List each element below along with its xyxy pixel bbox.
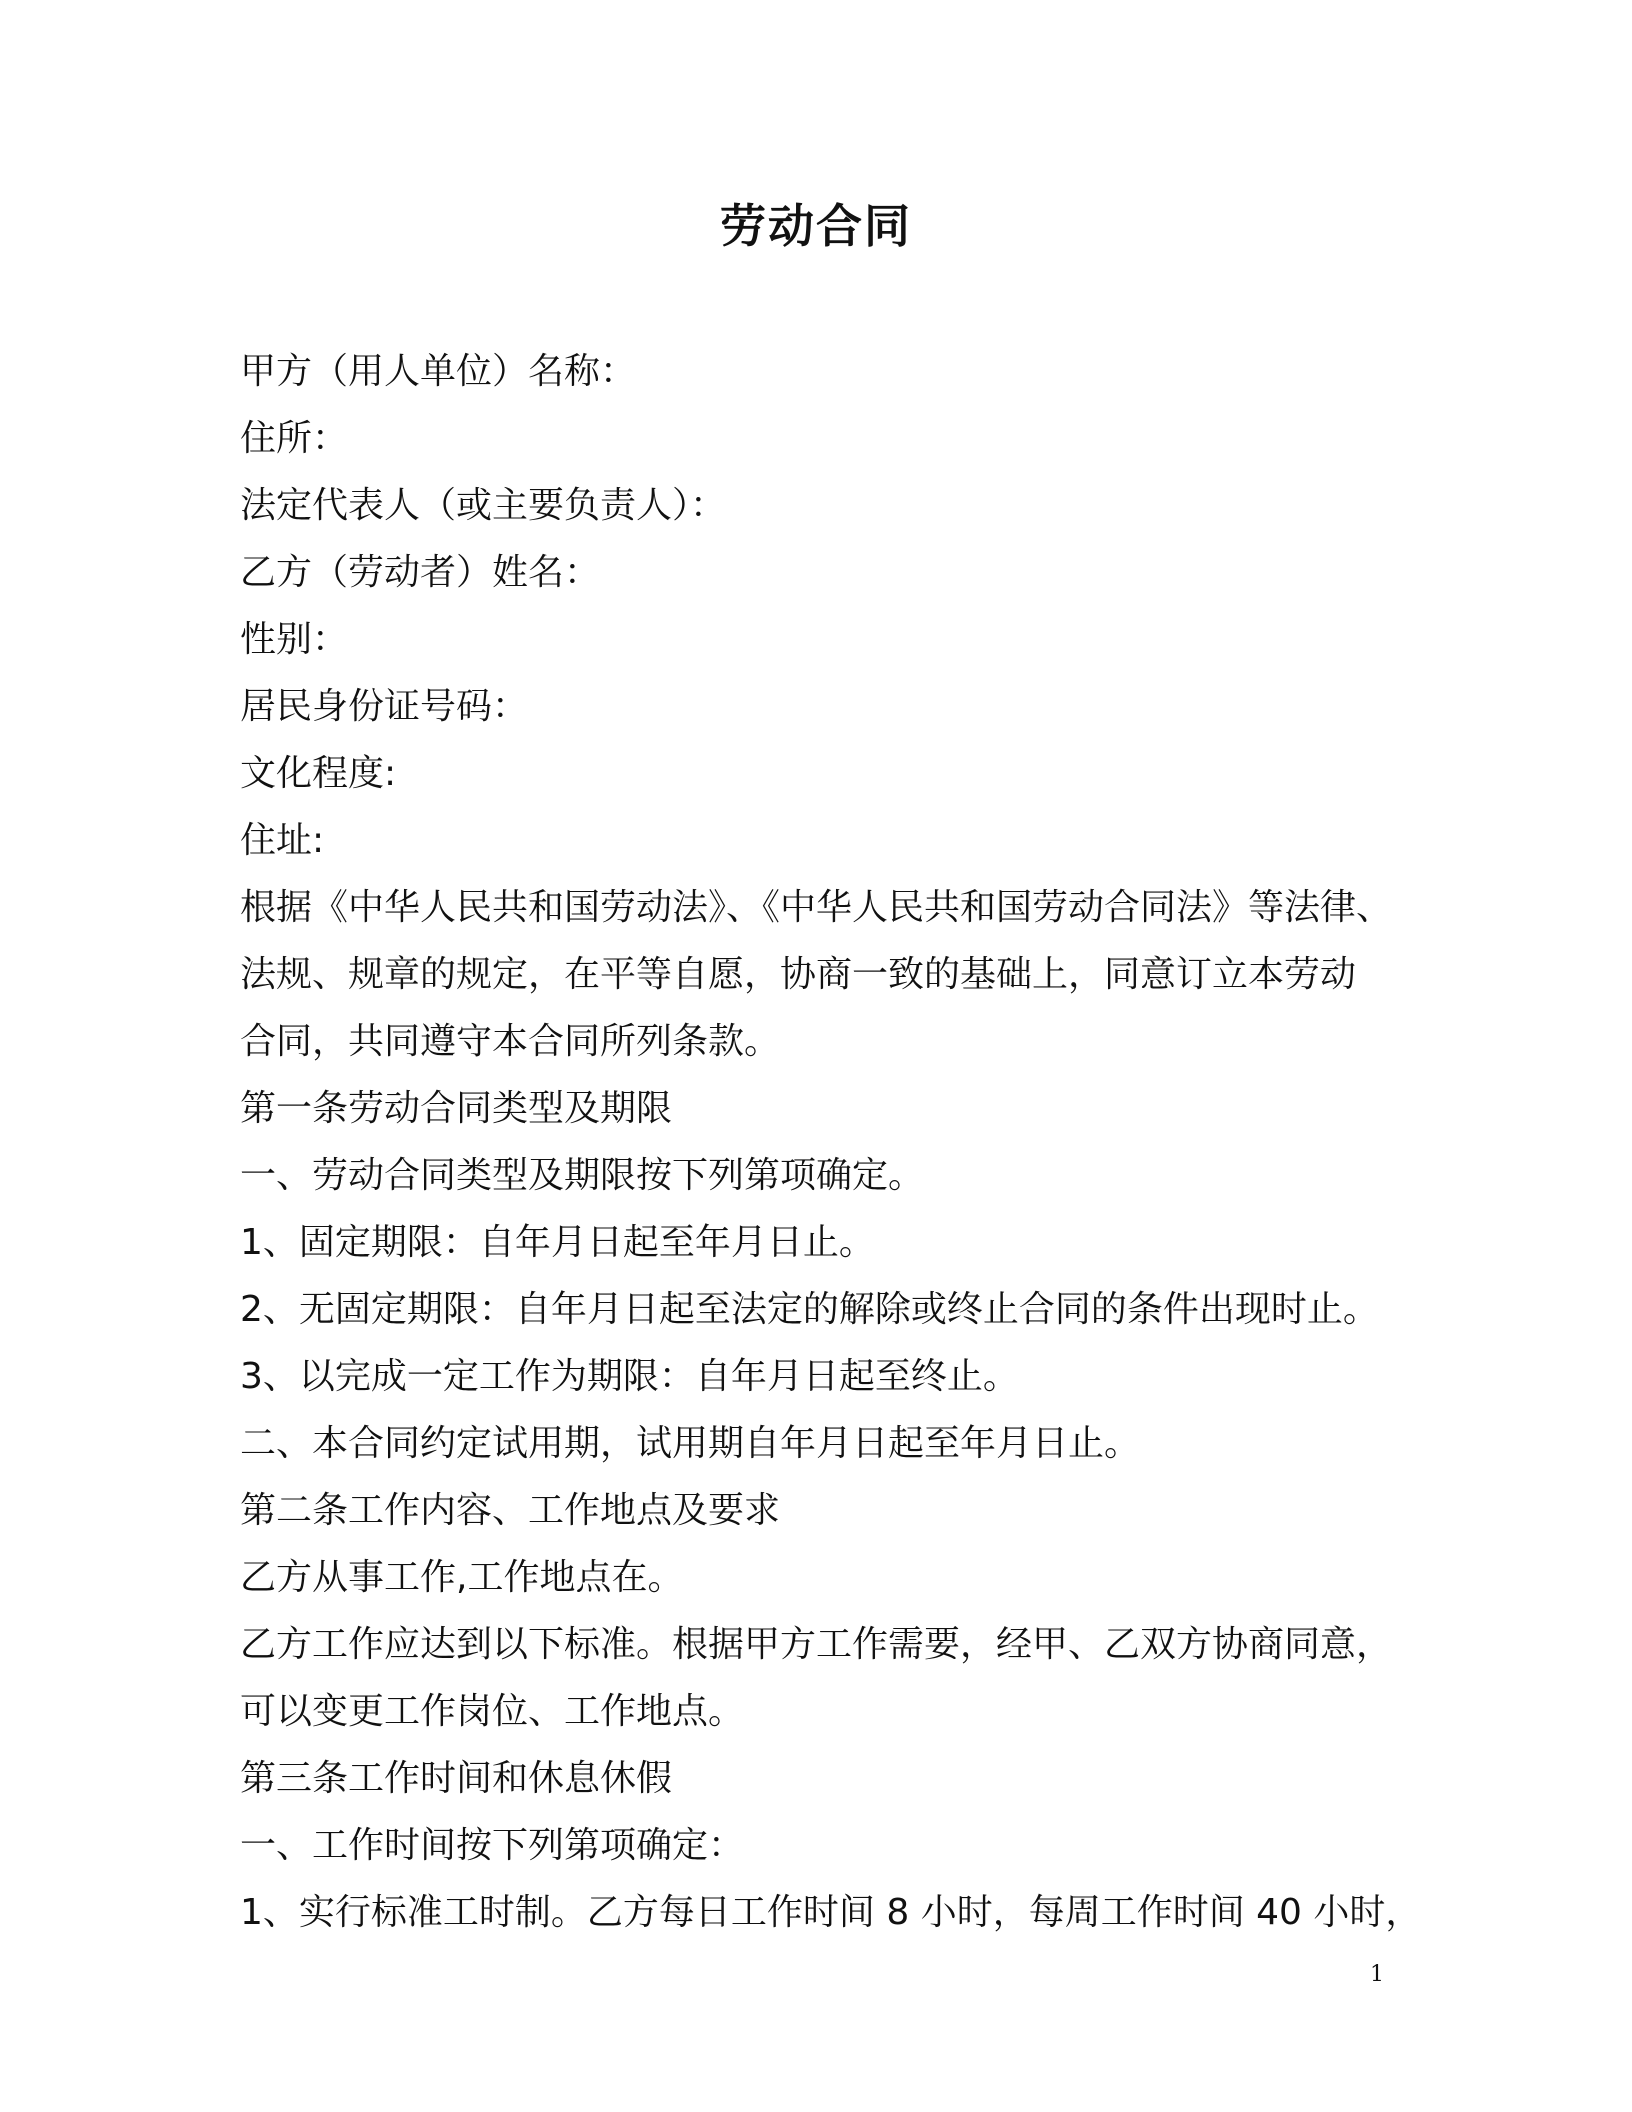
clause-line: 一、工作时间按下列第项确定： — [240, 1825, 745, 1866]
residence-line: 住址: — [240, 820, 325, 861]
legal-representative-line: 法定代表人（或主要负责人）： — [240, 485, 727, 526]
party-a-name-line: 甲方（用人单位）名称： — [240, 351, 637, 392]
party-b-name-line: 乙方（劳动者）姓名： — [240, 552, 601, 593]
gender-line: 性别： — [240, 619, 349, 660]
clause-line: 乙方工作应达到以下标准。根据甲方工作需要，经甲、乙双方协商同意， — [240, 1624, 1393, 1665]
preamble-line: 合同，共同遵守本合同所列条款。 — [240, 1021, 781, 1062]
party-a-address-line: 住所： — [240, 418, 349, 459]
education-line: 文化程度: — [240, 753, 397, 794]
page-number: 1 — [1370, 1962, 1384, 1987]
preamble-line: 根据《中华人民共和国劳动法》、《中华人民共和国劳动合同法》等法律、 — [240, 887, 1393, 928]
clause-line: 一、劳动合同类型及期限按下列第项确定。 — [240, 1155, 925, 1196]
article-2-heading: 第二条工作内容、工作地点及要求 — [240, 1490, 781, 1531]
clause-line: 3、以完成一定工作为期限：自年月日起至终止。 — [240, 1356, 1019, 1397]
document-title: 劳动合同 — [720, 199, 912, 253]
preamble-line: 法规、规章的规定，在平等自愿，协商一致的基础上，同意订立本劳动 — [240, 954, 1357, 995]
id-number-line: 居民身份证号码： — [240, 686, 529, 727]
clause-line: 1、固定期限：自年月日起至年月日止。 — [240, 1222, 875, 1263]
clause-line: 二、本合同约定试用期，试用期自年月日起至年月日止。 — [240, 1423, 1141, 1464]
clause-line: 可以变更工作岗位、工作地点。 — [240, 1691, 745, 1732]
clause-line: 2、无固定期限：自年月日起至法定的解除或终止合同的条件出现时止。 — [240, 1289, 1379, 1330]
clause-line: 1、实行标准工时制。乙方每日工作时间 8 小时，每周工作时间 40 小时， — [240, 1892, 1422, 1933]
document-body — [240, 338, 1422, 1946]
article-3-heading: 第三条工作时间和休息休假 — [240, 1758, 673, 1799]
article-1-heading: 第一条劳动合同类型及期限 — [240, 1088, 673, 1129]
clause-line: 乙方从事工作,工作地点在。 — [240, 1557, 684, 1598]
